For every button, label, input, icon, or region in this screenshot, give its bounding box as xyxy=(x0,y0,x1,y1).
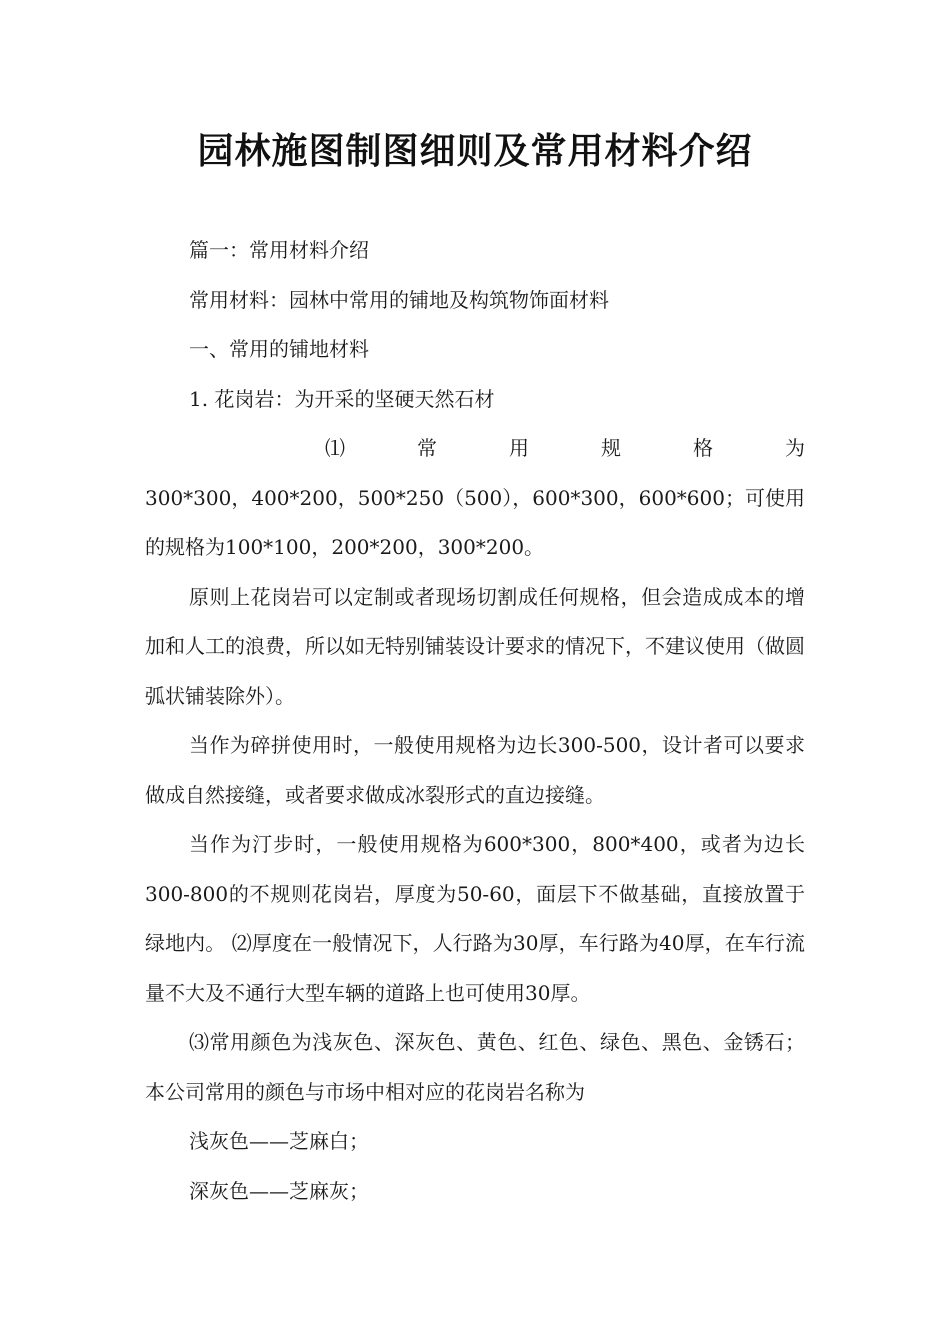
spec-sizes-paragraph: 300*300，400*200，500*250（500），600*300，600*600；可使用的规格为100*100，200*200，300*200。 xyxy=(145,485,805,559)
granite-heading: 1. 花岗岩：为开采的坚硬天然石材 xyxy=(189,386,495,411)
common-materials-intro: 常用材料：园林中常用的铺地及构筑物饰面材料 xyxy=(189,287,609,312)
spread-char: 常 xyxy=(417,436,437,460)
spread-char: 格 xyxy=(693,436,713,460)
spread-char: 规 xyxy=(601,436,621,460)
body-paragraph: 当作为汀步时，一般使用规格为600*300，800*400，或者为边长300-800的不规则花岗岩，厚度为50-60，面层下不做基础，直接放置于绿地内。 ⑵厚度在一般情况下，人行路为30厚，车行路为40厚，在车行流量不大及不通行大型车辆的道路上也可使用30厚。 xyxy=(145,832,805,1005)
section-heading-part-one: 篇一：常用材料介绍 xyxy=(189,238,369,262)
section-heading-paving-materials: 一、常用的铺地材料 xyxy=(189,337,369,361)
document-title: 园林施图制图细则及常用材料介绍 xyxy=(197,131,753,172)
body-paragraph: 当作为碎拼使用时，一般使用规格为边长300-500，设计者可以要求做成自然接缝，或者要求做成冰裂形式的直边接缝。 xyxy=(145,733,805,807)
body-paragraph: 原则上花岗岩可以定制或者现场切割成任何规格，但会造成成本的增加和人工的浪费，所以如无特别铺装设计要求的情况下，不建议使用（做圆弧状铺装除外）。 xyxy=(145,584,805,708)
spread-char: 用 xyxy=(509,436,529,460)
spread-char: 为 xyxy=(785,436,805,460)
document-body xyxy=(145,226,805,1216)
spec-spread-line xyxy=(145,424,805,474)
body-paragraph: ⑶常用颜色为浅灰色、深灰色、黄色、红色、绿色、黑色、金锈石；本公司常用的颜色与市场中相对应的花岗岩名称为 xyxy=(145,1030,805,1104)
color-mapping-line: 浅灰色——芝麻白； xyxy=(189,1129,369,1153)
spread-char: ⑴ xyxy=(325,436,345,460)
color-mapping-line: 深灰色——芝麻灰； xyxy=(189,1178,369,1203)
